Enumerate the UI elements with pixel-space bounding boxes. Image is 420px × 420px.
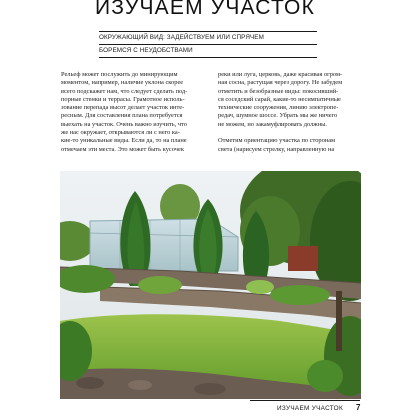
body-text-line: света (нарисуем стрелку, направленную на — [218, 145, 335, 153]
body-text-line: выехать на участок. Очень важно изучить, что — [61, 120, 187, 128]
subtitle-line: БОРЕМСЯ С НЕУДОБСТВАМИ — [99, 45, 317, 58]
subtitle-line: ОКРУЖАЮЩИЙ ВИД: ЗАДЕЙСТВУЕМ ИЛИ СПРЯЧЕМ — [99, 32, 317, 45]
body-text-line: реки или луга, церковь, даже красивая огром- — [218, 71, 343, 78]
body-text-line: же нас окружает, открываются ли с него ка- — [61, 129, 180, 137]
body-text-line: Рельеф может послужить до минирующим — [61, 71, 178, 78]
body-text-line: не можем, но закамуфлировать должны. — [218, 120, 328, 128]
garden-photo — [60, 171, 361, 399]
body-text-line: ресным. Для составления плана потребуется — [61, 112, 183, 120]
page-number: 7 — [356, 403, 361, 412]
body-text-line: кие-то уникальные виды. Если да, то на плане — [61, 137, 187, 145]
garden-photo-illustration — [60, 171, 361, 399]
body-text-line: ная сосна, растущая через дорогу. Не забудем — [218, 79, 343, 87]
body-text-line: зование перепада высот делает участок инте- — [61, 104, 185, 112]
body-text-line: моментом, например, наличие уклона скорее — [61, 79, 184, 87]
body-column-left — [61, 71, 211, 154]
body-text-line: порные стенки и террасы. Грамотное исполь- — [61, 95, 185, 103]
body-text-line: ся соседский сарай, какие-то несимпатичные — [218, 95, 341, 103]
body-text-line: отмечаем эти места. Это может быть кусочек — [61, 145, 184, 153]
body-text-line — [218, 129, 358, 137]
body-text-line: отметить и безобразные виды: покосивший- — [218, 87, 339, 95]
chapter-title: ИЗУЧАЕМ УЧАСТОК — [95, 0, 316, 19]
footer-rule — [250, 400, 360, 401]
subtitle-block — [99, 31, 317, 58]
body-text-line: технические сооружения, линию электропе- — [218, 104, 339, 112]
body-text-line: Отметим ориентацию участка по сторонам — [218, 137, 336, 145]
running-head: ИЗУЧАЕМ УЧАСТОК — [277, 405, 343, 412]
body-text-line: всего подскажет нам, что следует сделать под- — [61, 87, 188, 95]
body-column-right — [218, 71, 358, 154]
body-text-line: редач, шумное шоссе. Убрать мы же ничего — [218, 112, 338, 120]
